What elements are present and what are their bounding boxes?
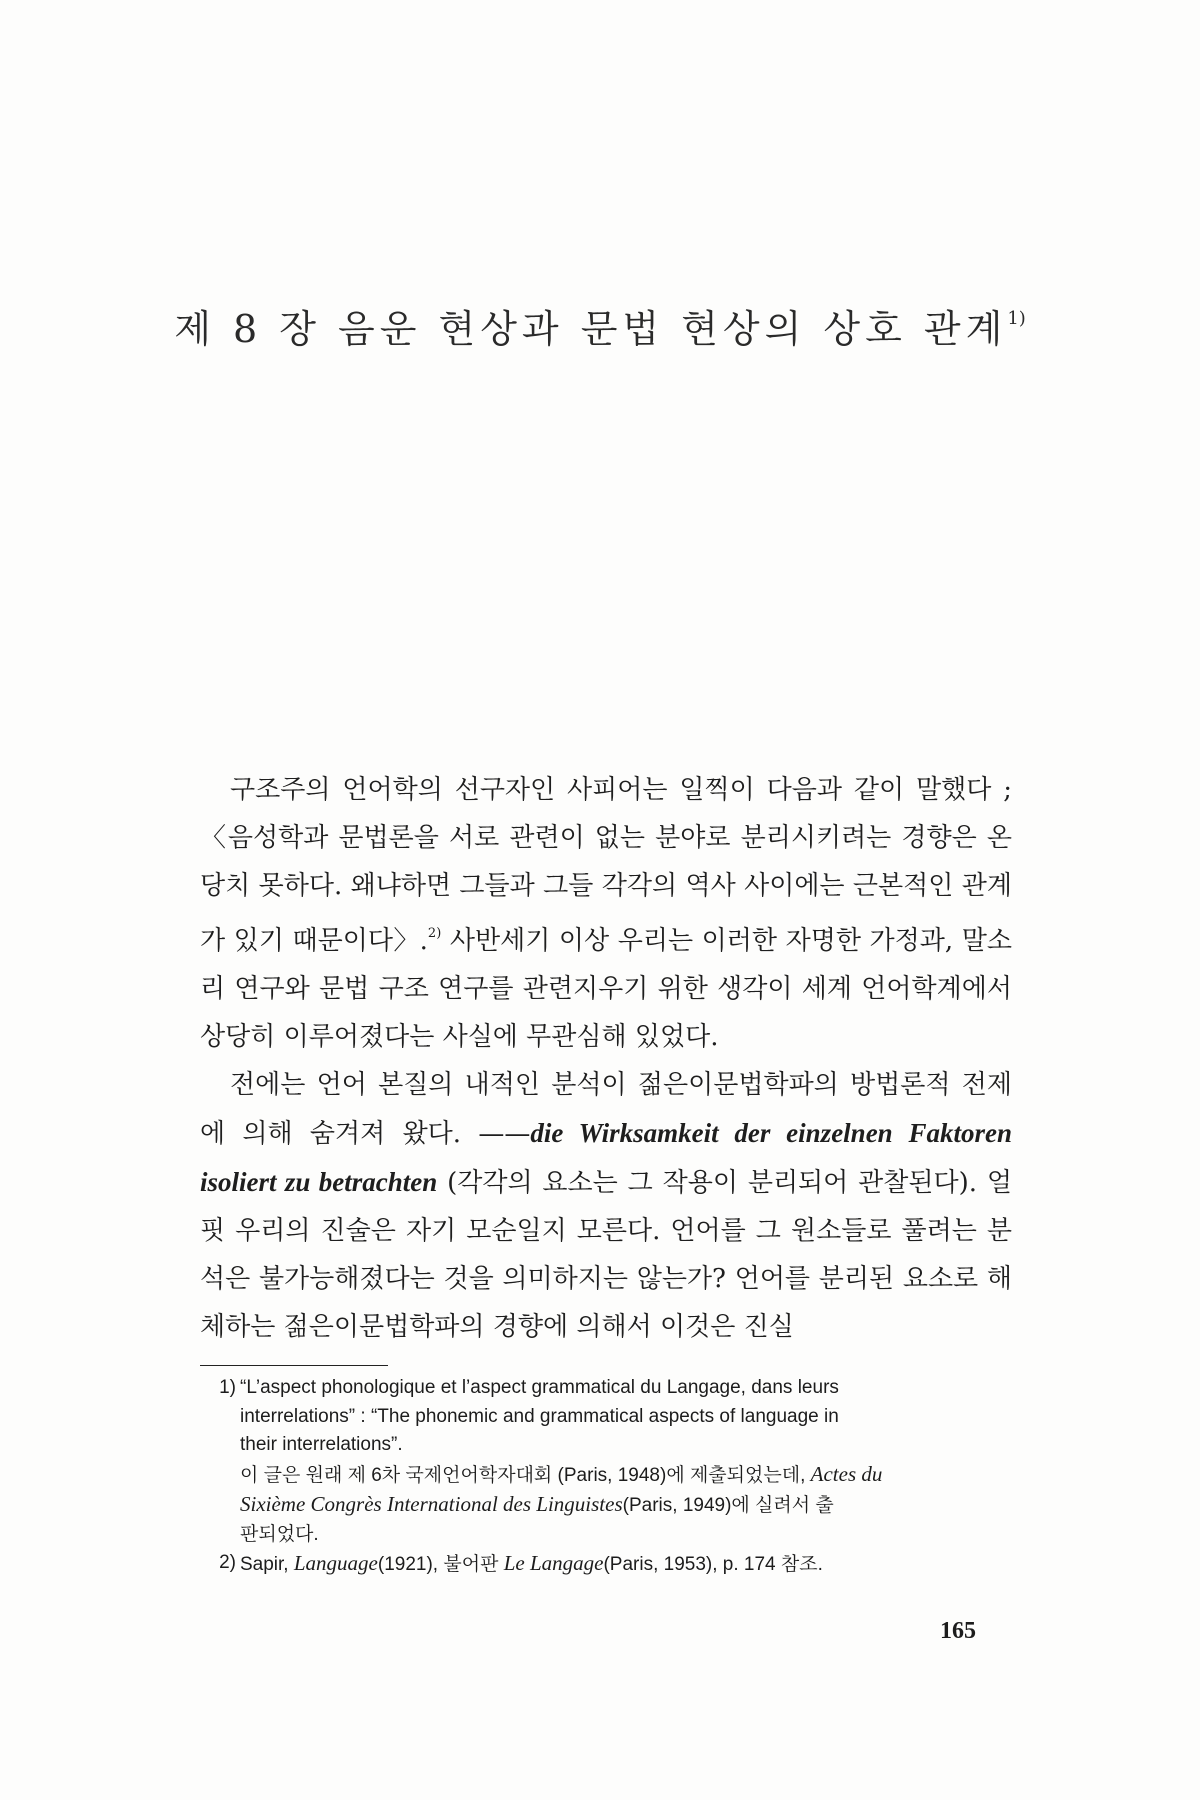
chapter-footnote-ref: 1) bbox=[1007, 308, 1026, 329]
footnote-1-line-1: “L’aspect phonologique et l’aspect grammatical du Langage, dans leurs bbox=[240, 1377, 839, 1398]
footnote-divider bbox=[200, 1365, 388, 1366]
footnote-number: 1) bbox=[219, 1377, 236, 1398]
footnote-2-line-1 bbox=[240, 1549, 1012, 1580]
footnote-number: 2) bbox=[219, 1552, 236, 1573]
paragraph-1-text-a: 구조주의 언어학의 선구자인 사피어는 일찍이 다음과 같이 말했다 ; 〈음성학과 문법론을 서로 관련이 없는 분야로 분리시키려는 경향은 온당치 못하다. 왜냐하면 그들과 그들 각각의 역사 사이에는 근본적인 관계가 있기 때문이다〉. bbox=[200, 775, 1012, 956]
footnote-1-line-4-italic: Actes du bbox=[810, 1461, 883, 1486]
paragraph-1 bbox=[200, 766, 1012, 1061]
paragraph-2 bbox=[200, 1061, 1012, 1351]
footnote-2-text-c: (Paris, 1953), p. 174 참조. bbox=[603, 1554, 823, 1575]
footnote-1 bbox=[200, 1374, 1012, 1549]
footnote-2-text-a: Sapir, bbox=[240, 1554, 294, 1575]
footnote-1-line-2: interrelations” : “The phonemic and grammatical aspects of language in bbox=[240, 1405, 839, 1427]
body-text bbox=[200, 766, 1012, 1351]
footnote-1-line-6: 판되었다. bbox=[240, 1523, 319, 1545]
footnote-1-line-5-text: (Paris, 1949)에 실려서 출 bbox=[622, 1495, 834, 1516]
footnote-1-line-5-italic: Sixième Congrès International des Linguistes bbox=[240, 1492, 623, 1516]
chapter-title-text: 제 8 장 음운 현상과 문법 현상의 상호 관계 bbox=[174, 307, 1008, 351]
paragraph-2-text-a: 전에는 언어 본질의 내적인 분석이 젊은이문법학파의 방법론적 전제에 의해 숨겨져 왔다. —— bbox=[200, 1070, 1012, 1149]
paragraph-2-german-quote: die Wirksamkeit der einzelnen Faktoren isoliert zu betrachten bbox=[200, 1118, 1012, 1197]
footnote-1-line-4 bbox=[240, 1460, 1012, 1491]
chapter-title bbox=[0, 298, 1200, 353]
page-number: 165 bbox=[940, 1618, 976, 1644]
footnote-2-italic-a: Language bbox=[293, 1551, 378, 1575]
footnote-2-text-b: (1921), 불어판 bbox=[377, 1554, 504, 1575]
footnote-1-line-4-text: 이 글은 원래 제 6차 국제언어학자대회 (Paris, 1948)에 제출되었는데, bbox=[240, 1464, 811, 1486]
paragraph-1-text-b: 사반세기 이상 우리는 이러한 자명한 가정과, 말소리 연구와 문법 구조 연구를 관련지우기 위한 생각이 세계 언어학계에서 상당히 이루어졌다는 사실에 무관심해 있었다. bbox=[200, 926, 1012, 1052]
footnote-1-line-5 bbox=[240, 1490, 1012, 1521]
paragraph-2-text-b: (각각의 요소는 그 작용이 분리되어 관찰된다). 얼핏 우리의 진술은 자기 모순일지 모른다. 언어를 그 원소들로 풀려는 분석은 불가능해졌다는 것을 의미하지는 않는가? 언어를 분리된 요소로 해체하는 젊은이문법학파의 경향에 의해서 이것은 진실 bbox=[200, 1168, 1012, 1342]
footnote-1-line-3: their interrelations”. bbox=[240, 1434, 403, 1455]
footnote-2 bbox=[200, 1549, 1012, 1580]
footnotes bbox=[200, 1374, 1012, 1580]
footnote-2-italic-b: Le Langage bbox=[503, 1551, 604, 1575]
paragraph-1-footnote-ref: 2) bbox=[427, 926, 442, 941]
